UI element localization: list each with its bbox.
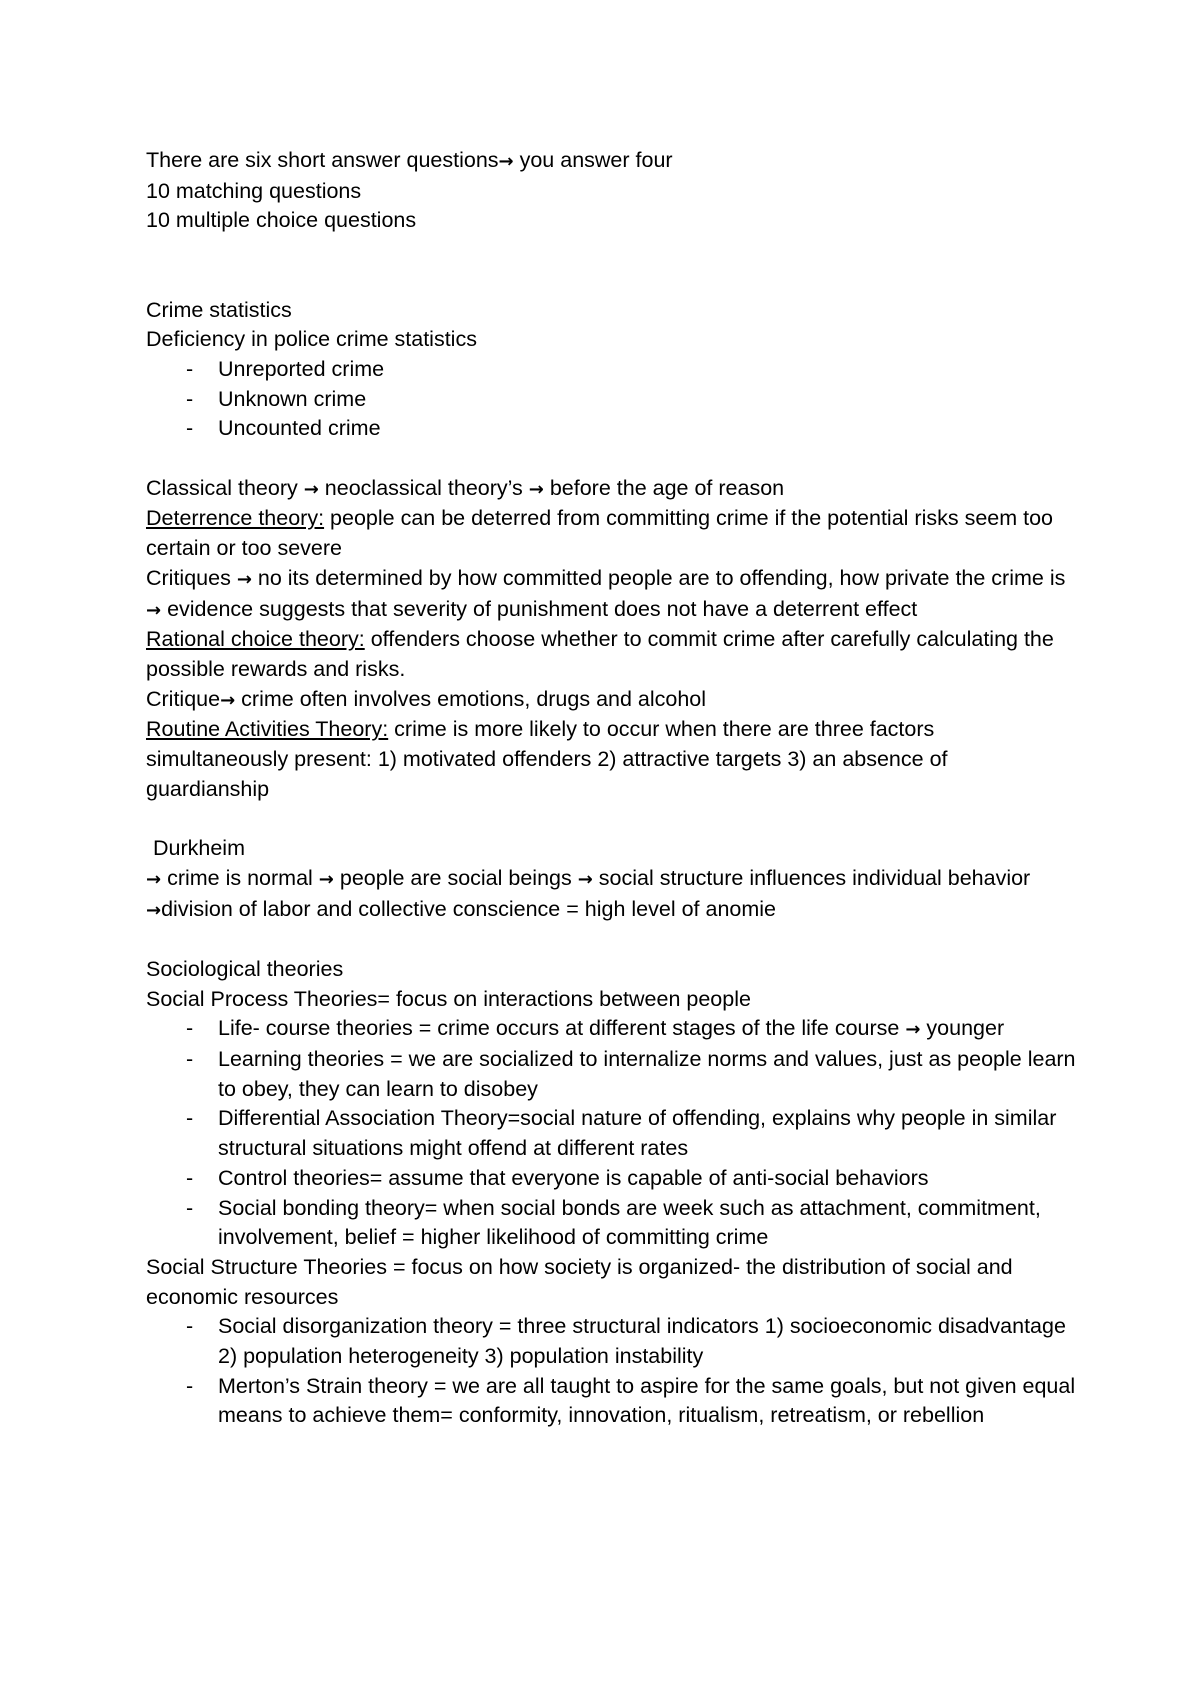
rational-choice-paragraph <box>146 625 1076 684</box>
spacer <box>146 444 1076 474</box>
text-segment: people can be deterred from committing crime if the potential risks seem too certain or too severe <box>146 506 1054 561</box>
rational-choice-label: Rational choice theory: <box>146 627 365 652</box>
arrow-right-icon: → <box>577 868 593 890</box>
arrow-right-icon: → <box>528 478 544 500</box>
deterrence-theory-paragraph <box>146 504 1076 563</box>
text-segment: social structure influences individual behavior <box>592 865 1031 890</box>
social-process-heading: Social Process Theories= focus on interactions between people <box>146 986 751 1011</box>
text-segment: division of labor and collective conscience = high level of anomie <box>161 896 776 921</box>
list-item: - Social bonding theory= when social bonds are week such as attachment, commitment, involvement, belief = higher likelihood of committing crime <box>146 1194 1076 1253</box>
text-segment: Life- course theories = crime occurs at different stages of the life course <box>218 1016 906 1041</box>
list-item: - Unknown crime <box>146 385 1076 415</box>
durkheim-line-2 <box>146 895 1076 926</box>
exam-format-line-1 <box>146 146 1076 177</box>
list-item: - Learning theories = we are socialized to internalize norms and values, just as people learn to obey, they can learn to disobey <box>146 1045 1076 1104</box>
arrow-right-icon: → <box>318 868 334 890</box>
list-item: - Merton’s Strain theory = we are all taught to aspire for the same goals, but not given equal means to achieve them= conformity, innovation, ritualism, retreatism, or rebellion <box>146 1372 1076 1431</box>
exam-format-line-3: 10 multiple choice questions <box>146 208 417 233</box>
routine-activities-paragraph <box>146 715 1076 804</box>
text-segment: before the age of reason <box>543 475 785 500</box>
text-segment: neoclassical theory’s <box>318 475 529 500</box>
text-segment: crime often involves emotions, drugs and alcohol <box>235 686 707 711</box>
arrow-right-icon: → <box>905 1019 921 1041</box>
social-process-list <box>146 1014 1076 1253</box>
text-segment: younger <box>920 1016 1005 1041</box>
crime-statistics-list <box>146 355 1076 444</box>
classical-theory-line <box>146 474 1076 505</box>
social-structure-heading: Social Structure Theories = focus on how society is organized- the distribution of social and economic resources <box>146 1254 1013 1309</box>
arrow-right-icon: → <box>146 868 162 890</box>
text-segment: evidence suggests that severity of punishment does not have a deterrent effect <box>161 596 918 621</box>
list-item: - Social disorganization theory = three structural indicators 1) socioeconomic disadvantage 2) population heterogeneity 3) population instability <box>146 1312 1076 1371</box>
text-segment: you answer four <box>513 148 673 172</box>
sociological-theories-heading: Sociological theories <box>146 956 344 981</box>
list-item: - Uncounted crime <box>146 414 1076 444</box>
critiques-paragraph <box>146 564 1076 625</box>
text-segment: Classical theory <box>146 475 304 500</box>
list-item: - Unreported crime <box>146 355 1076 385</box>
text-segment: There are six short answer questions <box>146 148 499 172</box>
routine-activities-label: Routine Activities Theory: <box>146 717 389 742</box>
durkheim-line-1 <box>146 864 1076 895</box>
text-segment: crime is normal <box>161 865 319 890</box>
arrow-right-icon: → <box>146 899 162 921</box>
list-item <box>146 1014 1076 1045</box>
arrow-right-icon: → <box>498 151 514 172</box>
critique-line <box>146 685 1076 716</box>
text-segment: people are social beings <box>333 865 578 890</box>
list-item: - Differential Association Theory=social nature of offending, explains why people in similar structural situations might offend at different rates <box>146 1104 1076 1163</box>
text-segment: crime is more likely to occur when there are three factors simultaneously present: 1) motivated offenders 2) attractive targets 3) an absence of guardianship <box>146 717 948 801</box>
exam-format-line-2: 10 matching questions <box>146 178 362 203</box>
arrow-right-icon: → <box>146 599 162 621</box>
arrow-right-icon: → <box>303 478 319 500</box>
text-segment: no its determined by how committed people are to offending, how private the crime is <box>251 565 1066 590</box>
spacer <box>146 236 1076 295</box>
crime-statistics-heading: Crime statistics <box>146 297 292 322</box>
social-structure-list <box>146 1312 1076 1431</box>
document-body <box>146 146 1076 1431</box>
arrow-right-icon: → <box>220 689 236 711</box>
text-segment: Critiques <box>146 565 237 590</box>
crime-statistics-subheading: Deficiency in police crime statistics <box>146 327 477 352</box>
text-segment: Critique <box>146 686 221 711</box>
arrow-right-icon: → <box>236 568 252 590</box>
durkheim-heading: Durkheim <box>153 836 245 861</box>
list-item: - Control theories= assume that everyone is capable of anti-social behaviors <box>146 1164 1076 1194</box>
deterrence-theory-label: Deterrence theory: <box>146 506 325 531</box>
spacer <box>146 925 1076 955</box>
spacer <box>146 804 1076 834</box>
text-segment: offenders choose whether to commit crime after carefully calculating the possible rewards and risks. <box>146 627 1054 681</box>
